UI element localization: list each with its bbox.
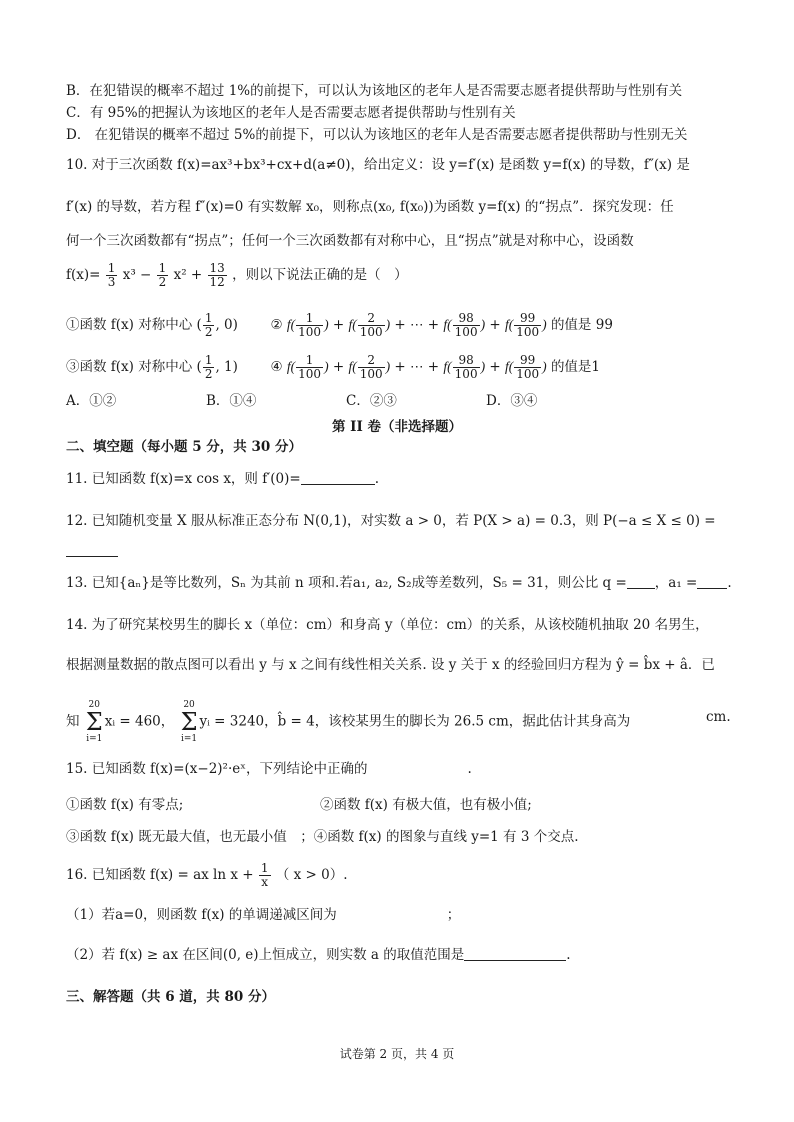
statement-2: ② — [270, 317, 283, 333]
q9-option-b: B．在犯错误的概率不超过 1%的前提下，可以认为该地区的老年人是否需要志愿者提供帮助与性别有关 — [66, 83, 683, 99]
q16-part1-text: （1）若a=0，则函数 f(x) 的单调递减区间为 — [66, 907, 337, 923]
choice-d[interactable]: D．③④ — [486, 393, 538, 409]
q15-option-1: ①函数 f(x) 有零点; — [66, 797, 184, 813]
answer-blank[interactable] — [697, 574, 727, 589]
sigma-sum: 20 Σ i=1 — [180, 700, 198, 744]
fraction: $\frac{13}{12}$ — [209, 261, 225, 289]
sigma-sum: 20 Σ i=1 — [85, 700, 103, 744]
q9-option-d: D． 在犯错误的概率不超过 5%的前提下，可以认为该地区的老年人是否需要志愿者提供帮助与性别无关 — [66, 127, 688, 143]
paren: , 0) — [215, 317, 238, 333]
q14-zhi: 知 — [66, 713, 80, 730]
answer-blank[interactable] — [464, 946, 566, 961]
q14-unit: cm. — [706, 709, 731, 725]
statement-4: ④ — [270, 359, 283, 375]
q11-end: . — [374, 471, 380, 487]
q14-line3 — [66, 700, 630, 744]
sum-x: xᵢ = 460， — [104, 713, 175, 730]
q13-end: . — [727, 575, 732, 591]
fraction: $\frac{1}{2}$ — [158, 261, 167, 289]
q10-line1: 10. 对于三次函数 f(x)=ax³+bx³+cx+d(a≠0)，给出定义：设 y=f′(x) 是函数 y=f(x) 的导数，f″(x) 是 — [66, 157, 690, 173]
q14-line1: 14. 为了研究某校男生的脚长 x（单位：cm）和身高 y（单位：cm）的关系，从该校随机抽取 20 名男生， — [66, 617, 709, 633]
paren: ( — [196, 359, 202, 375]
q10-statements-row1: ①函数 f(x) 对称中心 ( $\frac{1}{2}$ , 0) ② f( $\frac{1}{100}$ ) + f( $\frac{2}{100}$ ) + ⋯ + f( $\frac{98}{100}$ ) + f( $\frac{99}{100}$ ) 的值是 99 — [66, 311, 613, 339]
q10-line2: f′(x) 的导数，若方程 f″(x)=0 有实数解 x₀，则称点(x₀, f(x₀))为函数 y=f(x) 的“拐点”．探究发现：任 — [66, 199, 674, 215]
choice-c[interactable]: C．②③ — [346, 393, 397, 409]
q10-function-lead: f(x)= — [66, 267, 101, 283]
q16-part2 — [66, 946, 571, 964]
page-footer: 试卷第 2 页，共 4 页 — [339, 1047, 455, 1061]
fraction: $\frac{1}{2}$ — [204, 353, 213, 381]
paren: , 1) — [215, 359, 238, 375]
q16-line1 — [66, 862, 348, 889]
fraction: $\frac{1}{3}$ — [107, 261, 116, 289]
q16-part2-text: （2）若 f(x) ≥ ax 在区间(0, e)上恒成立，则实数 a 的取值范围是 — [66, 947, 465, 963]
choice-a[interactable]: A．①② — [66, 393, 117, 409]
statement-3: ③函数 f(x) 对称中心 — [66, 359, 193, 375]
q10-question: ，则以下说法正确的是（ ） — [232, 267, 408, 283]
section-3-heading: 三、解答题（共 6 道，共 80 分） — [66, 989, 275, 1005]
q10-statements-row2: ③函数 f(x) 对称中心 ( $\frac{1}{2}$ , 1) ④ f( $\frac{1}{100}$ ) + f( $\frac{2}{100}$ ) + ⋯ + f( $\frac{98}{100}$ ) + f( $\frac{99}{100}$ ) 的值是1 — [66, 353, 601, 381]
q12-line2 — [66, 542, 118, 560]
statement-1: ①函数 f(x) 对称中心 — [66, 317, 193, 333]
q16-text: 16. 已知函数 f(x) = ax ln x + — [66, 867, 254, 883]
answer-blank[interactable] — [301, 470, 375, 485]
sum-y: yᵢ = 3240，b̂ = 4，该校某男生的脚长为 26.5 cm，据此估计其身高为 — [199, 713, 631, 730]
q15-option-2: ②函数 f(x) 有极大值，也有极小值; — [320, 797, 532, 813]
q11-text: 11. 已知函数 f(x)=x cos x，则 f′(0)= — [66, 471, 301, 487]
section-2-heading: 二、填空题（每小题 5 分，共 30 分） — [66, 439, 302, 455]
q13-text: 13. 已知{aₙ}是等比数列，Sₙ 为其前 n 项和.若a₁, a₂, S₂成等差数列，S₅ = 31，则公比 q = — [66, 575, 627, 591]
paren: ( — [196, 317, 202, 333]
choice-b[interactable]: B．①④ — [206, 393, 257, 409]
q10-line3: 何一个三次函数都有“拐点”；任何一个三次函数都有对称中心，且“拐点”就是对称中心，设函数 — [66, 233, 634, 249]
q9-option-c: C．有 95%的把握认为该地区的老年人是否需要志愿者提供帮助与性别有关 — [66, 105, 516, 121]
statement-4-end: 的值是1 — [550, 359, 601, 375]
fraction: $\frac{1}{x}$ — [260, 861, 269, 889]
q16-part1-end: ； — [446, 907, 461, 923]
q10-term: x³ − — [122, 267, 152, 283]
fraction: $\frac{1}{2}$ — [204, 311, 213, 339]
answer-blank[interactable] — [66, 542, 118, 557]
q15-option-3-4: ③函数 f(x) 既无最大值，也无最小值 ；④函数 f(x) 的图象与直线 y=1 有 3 个交点. — [66, 829, 579, 845]
q16-domain: （ x > 0）. — [275, 867, 348, 883]
q11 — [66, 470, 379, 488]
q16-part1 — [66, 906, 460, 924]
q15-text: 15. 已知函数 f(x)=(x−2)²·eˣ，下列结论中正确的 — [66, 761, 368, 777]
answer-blank[interactable] — [627, 574, 655, 589]
q16-part2-end: . — [566, 947, 571, 963]
q13 — [66, 574, 732, 592]
q10-term: x² + — [173, 267, 203, 283]
q12: 12. 已知随机变量 X 服从标准正态分布 N(0,1)，对实数 a > 0，若 P(X > a) = 0.3，则 P(−a ≤ X ≤ 0) = — [66, 513, 716, 529]
q10-line4 — [66, 262, 408, 289]
q13-text2: ，a₁ = — [654, 575, 698, 591]
q15-end: . — [467, 761, 472, 777]
q15-line1 — [66, 760, 472, 778]
q14-line2: 根据测量数据的散点图可以看出 y 与 x 之间有线性相关关系. 设 y 关于 x 的经验回归方程为 ŷ = b̂x + â．已 — [66, 657, 715, 673]
part-ii-title: 第 II 卷（非选择题） — [331, 419, 463, 435]
statement-2-end: 的值是 99 — [550, 317, 613, 333]
